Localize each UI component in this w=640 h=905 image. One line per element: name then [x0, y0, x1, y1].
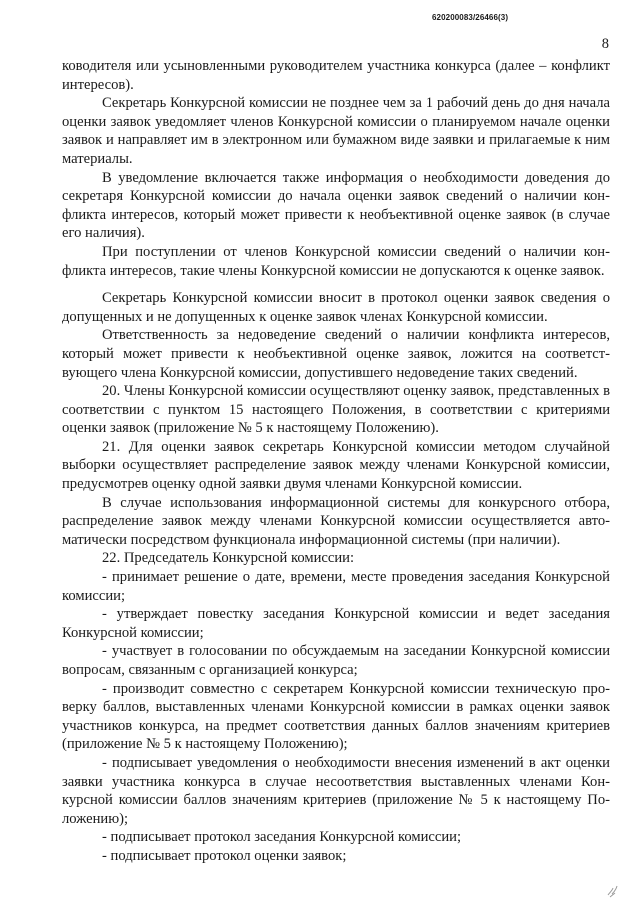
list-item-votes: - участвует в голосовании по обсуждаемым на заседании Конкурсной комиссии вопросам, связанным с организацией конкурса; [62, 643, 610, 678]
paragraph-conflict-exclusion: При поступлении от членов Конкурсной комиссии сведений о наличии конфликта интересов, такие члены Конкурсной комиссии не допускаются к оценке заявок. [62, 243, 610, 279]
page-number: 8 [601, 36, 609, 52]
list-item-signs-meeting-protocol: - подписывает протокол заседания Конкурсной комиссии; [102, 829, 462, 846]
paragraph-item-21: 21. Для оценки заявок секретарь Конкурсной комиссии методом случайной выборки осуществляет распределение заявок между членами Конкурсной комиссии, предусмотрев оценку одной заявки двумя членами Конкурсной комиссии. [62, 438, 610, 493]
paragraph-secretary-notification: Секретарь Конкурсной комиссии не позднее чем за 1 рабочий день до дня начала оценки заявок уведомляет членов Конкурсной комиссии о планируемом начале оценки заявок и направляет им в электронном или бумажном виде заявки и прилагаемые к ним материалы. [62, 95, 610, 167]
paragraph-item-20: 20. Члены Конкурсной комиссии осуществляют оценку заявок, представленных в соответствии с пунктом 15 настоящего Положения, в соответствии с критериями оценки заявок (приложение № 5 к настоящему Положению). [62, 383, 610, 437]
list-item-decides-date: - принимает решение о дате, времени, месте проведения заседания Конкурсной комиссии; [62, 569, 610, 604]
signature-mark [606, 882, 620, 898]
list-item-signs-evaluation-protocol: - подписывает протокол оценки заявок; [102, 847, 347, 864]
document-id: 620200083/26466(3) [432, 13, 509, 22]
paragraph-protocol-record: Секретарь Конкурсной комиссии вносит в протокол оценки заявок сведения о допущенных и не допущенных к оценке заявок членах Конкурсной комиссии. [62, 290, 610, 325]
paragraph-information-system: В случае использования информационной системы для конкурсного отбора, распределение заявок между членами Конкурсной комиссии осуществляется автоматически посредством функционала информационной системы (при наличии). [62, 494, 610, 548]
paragraph-conflict-definition: ководителя или усыновленными руководителем участника конкурса (далее – конфликт интересов). [62, 58, 610, 93]
document-body [62, 57, 610, 866]
list-item-approves-agenda: - утверждает повестку заседания Конкурсной комиссии и ведет заседания Конкурсной комиссии; [62, 606, 610, 641]
paragraph-responsibility: Ответственность за недоведение сведений о наличии конфликта интересов, который может привести к необъективной оценке заявок, ложится на соответствующего члена Конкурсной комиссии, допустившего недоведение таких сведений. [62, 327, 610, 381]
paragraph-notification-content: В уведомление включается также информация о необходимости доведения до секретаря Конкурсной комиссии до начала оценки заявок сведений о наличии конфликта интересов, который может привести к необъективной оценке заявок (в случае его наличия). [62, 169, 610, 242]
list-item-signs-notifications: - подписывает уведомления о необходимости внесения изменений в акт оценки заявки участника конкурса в случае несоответствия выставленных членами Конкурсной комиссии баллов значениям критериев (приложение № 5 к настоящему Положению); [62, 754, 610, 827]
list-item-checks-scores: - производит совместно с секретарем Конкурсной комиссии техническую проверку баллов, выставленных членами Конкурсной комиссии в рамках оценки заявок участников конкурса, на предмет соответствия данных баллов значениям критериев (приложение № 5 к настоящему Положению); [62, 680, 610, 753]
paragraph-item-22: 22. Председатель Конкурсной комиссии: [102, 550, 355, 567]
